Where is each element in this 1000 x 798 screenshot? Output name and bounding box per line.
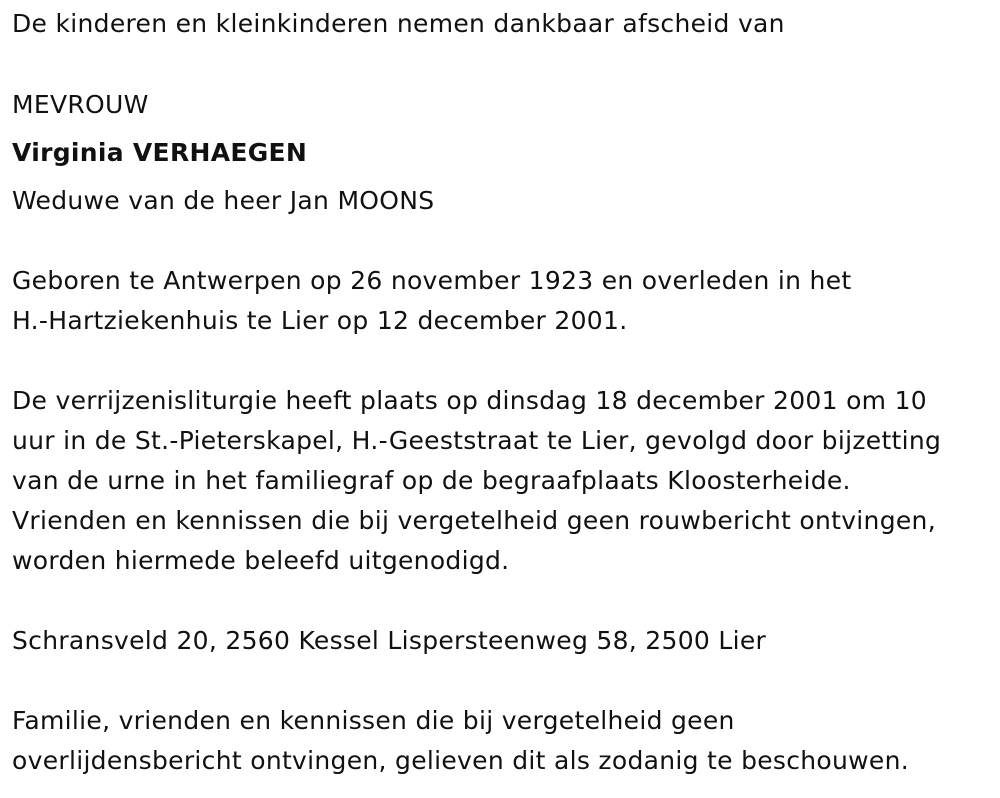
service-line-3: van de urne in het familiegraf op de begraafplaats Kloosterheide. (12, 466, 851, 495)
honorific: MEVROUW (12, 90, 149, 119)
service-line-4: Vrienden en kennissen die bij vergetelheid geen rouwbericht ontvingen, (12, 506, 936, 535)
service-line-5: worden hiermede beleefd uitgenodigd. (12, 546, 510, 575)
birth-death-line-1: Geboren te Antwerpen op 26 november 1923 en overleden in het (12, 266, 852, 295)
closing-line-1: Familie, vrienden en kennissen die bij vergetelheid geen (12, 706, 735, 735)
service-line-1: De verrijzenisliturgie heeft plaats op dinsdag 18 december 2001 om 10 (12, 386, 927, 415)
deceased-name: Virginia VERHAEGEN (12, 138, 308, 167)
service-line-2: uur in de St.-Pieterskapel, H.-Geeststraat te Lier, gevolgd door bijzetting (12, 426, 942, 455)
spouse-line: Weduwe van de heer Jan MOONS (12, 186, 435, 215)
birth-death-line-2: H.-Hartziekenhuis te Lier op 12 december 2001. (12, 306, 628, 335)
closing-line-2: overlijdensbericht ontvingen, gelieven dit als zodanig te beschouwen. (12, 746, 909, 775)
addresses: Schransveld 20, 2560 Kessel Lispersteenweg 58, 2500 Lier (12, 626, 767, 655)
intro-text: De kinderen en kleinkinderen nemen dankbaar afscheid van (12, 9, 785, 38)
